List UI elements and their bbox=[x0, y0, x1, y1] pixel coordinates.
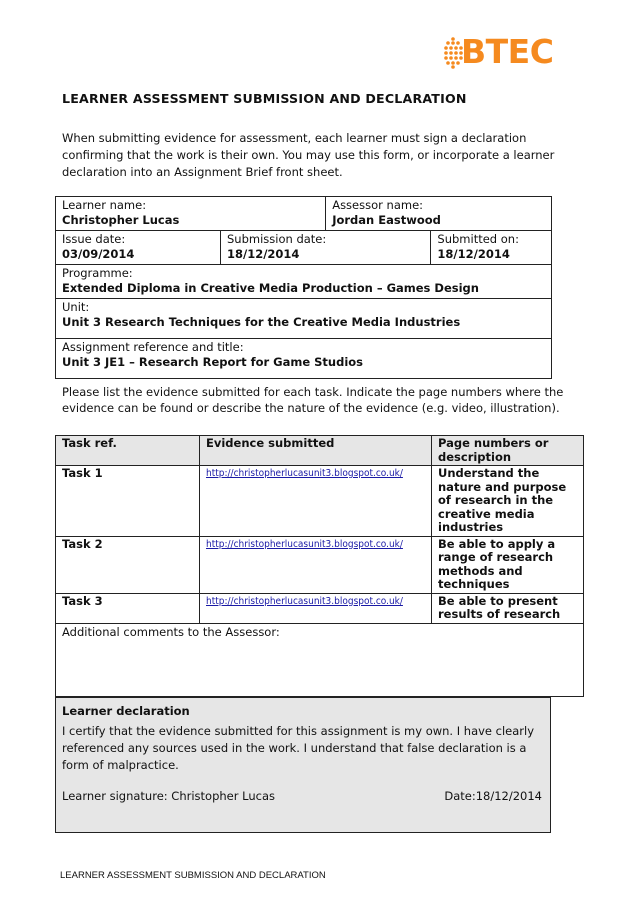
header-page-numbers: Page numbers or description bbox=[432, 436, 584, 466]
unit-value: Unit 3 Research Techniques for the Creative Media Industries bbox=[62, 315, 461, 329]
page-footer: LEARNER ASSESSMENT SUBMISSION AND DECLARATION bbox=[60, 870, 326, 881]
declaration-date: Date:18/12/2014 bbox=[444, 789, 542, 803]
assignment-cell bbox=[56, 339, 552, 379]
assessor-name-value: Jordan Eastwood bbox=[332, 213, 441, 227]
evidence-link[interactable]: http://christopherlucasunit3.blogspot.co.uk/ bbox=[206, 595, 403, 607]
learner-declaration-box bbox=[55, 697, 551, 833]
additional-comments-field[interactable] bbox=[56, 623, 584, 696]
submitted-on-value: 18/12/2014 bbox=[437, 247, 510, 261]
table-row bbox=[56, 466, 584, 537]
header-evidence-submitted: Evidence submitted bbox=[200, 436, 432, 466]
submission-date-value: 18/12/2014 bbox=[227, 247, 300, 261]
programme-value: Extended Diploma in Creative Media Production – Games Design bbox=[62, 281, 479, 295]
evidence-instructions: Please list the evidence submitted for each task. Indicate the page numbers where the evidence can be found or describe the nature of the evidence (e.g. video, illustration). bbox=[62, 385, 564, 415]
programme-label: Programme: bbox=[62, 266, 133, 280]
learner-signature: Learner signature: Christopher Lucas bbox=[62, 789, 275, 803]
logo-text: BTEC bbox=[461, 32, 554, 71]
evidence-cell bbox=[200, 536, 432, 593]
page-description-cell: Be able to present results of research bbox=[432, 593, 584, 623]
programme-cell bbox=[56, 265, 552, 299]
btec-logo bbox=[443, 34, 573, 74]
declaration-heading: Learner declaration bbox=[62, 704, 190, 718]
assignment-value: Unit 3 JE1 – Research Report for Game Studios bbox=[62, 355, 364, 369]
evidence-cell bbox=[200, 593, 432, 623]
task-ref-cell: Task 1 bbox=[56, 466, 200, 537]
table-row bbox=[56, 593, 584, 623]
submission-date-label: Submission date: bbox=[227, 232, 327, 246]
task-ref-cell: Task 2 bbox=[56, 536, 200, 593]
logo-dots-icon bbox=[443, 36, 463, 70]
evidence-link[interactable]: http://christopherlucasunit3.blogspot.co.uk/ bbox=[206, 538, 403, 550]
assessor-name-label: Assessor name: bbox=[332, 198, 424, 212]
learner-info-table bbox=[55, 196, 552, 379]
evidence-cell bbox=[200, 466, 432, 537]
header-task-ref: Task ref. bbox=[56, 436, 200, 466]
additional-comments-label: Additional comments to the Assessor: bbox=[62, 624, 280, 639]
page-title: LEARNER ASSESSMENT SUBMISSION AND DECLARATION bbox=[62, 91, 467, 106]
task-ref-cell: Task 3 bbox=[56, 593, 200, 623]
assignment-label: Assignment reference and title: bbox=[62, 340, 244, 354]
page-description-cell: Be able to apply a range of research methods and techniques bbox=[432, 536, 584, 593]
assessor-name-cell bbox=[326, 197, 552, 231]
declaration-text: I certify that the evidence submitted for this assignment is my own. I have clearly referenced any sources used in the work. I understand that false declaration is a form of malpractice. bbox=[62, 724, 535, 772]
intro-paragraph: When submitting evidence for assessment, each learner must sign a declaration confirming that the work is their own. You may use this form, or incorporate a learner declaration into an Assignment Brief front sheet. bbox=[62, 131, 555, 179]
learner-name-value: Christopher Lucas bbox=[62, 213, 180, 227]
unit-label: Unit: bbox=[62, 300, 90, 314]
issue-date-cell bbox=[56, 231, 221, 265]
table-row bbox=[56, 536, 584, 593]
submission-date-cell bbox=[221, 231, 431, 265]
learner-name-cell bbox=[56, 197, 326, 231]
page-description-cell: Understand the nature and purpose of research in the creative media industries bbox=[432, 466, 584, 537]
issue-date-value: 03/09/2014 bbox=[62, 247, 135, 261]
evidence-link[interactable]: http://christopherlucasunit3.blogspot.co.uk/ bbox=[206, 468, 403, 479]
learner-name-label: Learner name: bbox=[62, 198, 147, 212]
evidence-table bbox=[55, 435, 584, 697]
submitted-on-label: Submitted on: bbox=[437, 232, 519, 246]
issue-date-label: Issue date: bbox=[62, 232, 126, 246]
submitted-on-cell bbox=[431, 231, 552, 265]
unit-cell bbox=[56, 299, 552, 339]
